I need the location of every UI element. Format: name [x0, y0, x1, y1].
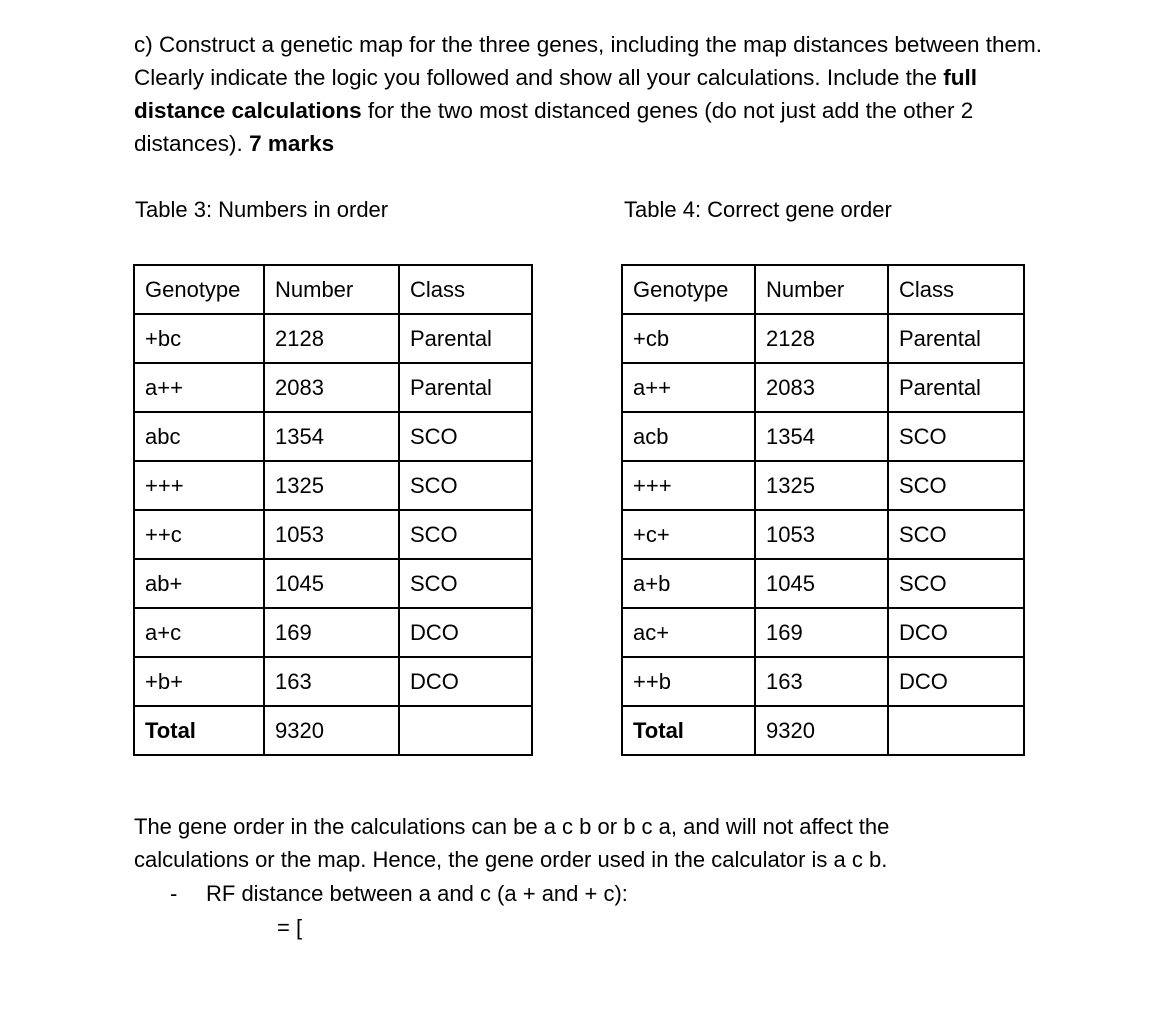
table-header-row — [134, 265, 532, 314]
table-total-row — [134, 706, 532, 755]
table-row — [134, 657, 532, 706]
cell-class: SCO — [399, 559, 532, 608]
cell-class: Parental — [399, 314, 532, 363]
cell-number: 1053 — [264, 510, 399, 559]
cell-genotype: ab+ — [134, 559, 264, 608]
cell-genotype: +c+ — [622, 510, 755, 559]
cell-number: 1354 — [264, 412, 399, 461]
header-number: Number — [264, 265, 399, 314]
cell-genotype: +bc — [134, 314, 264, 363]
table-row — [622, 461, 1024, 510]
cell-number: 1325 — [755, 461, 888, 510]
total-number: 9320 — [755, 706, 888, 755]
cell-class: DCO — [399, 657, 532, 706]
cell-number: 1053 — [755, 510, 888, 559]
question-text-part-b: for the two most distanced genes (do not just add the other 2 distances). — [134, 98, 974, 156]
table-3 — [133, 264, 533, 756]
cell-number: 169 — [755, 608, 888, 657]
table-total-row — [622, 706, 1024, 755]
table-row — [622, 412, 1024, 461]
cell-number: 1325 — [264, 461, 399, 510]
bullet-item — [170, 877, 628, 910]
table-row — [622, 657, 1024, 706]
table-row — [134, 412, 532, 461]
table-3-caption: Table 3: Numbers in order — [135, 197, 389, 222]
equation-start: = [ — [277, 915, 303, 940]
cell-number: 169 — [264, 608, 399, 657]
cell-genotype: ++b — [622, 657, 755, 706]
cell-genotype: +++ — [622, 461, 755, 510]
cell-genotype: a+b — [622, 559, 755, 608]
header-class: Class — [888, 265, 1024, 314]
question-text-part-a: c) Construct a genetic map for the three genes, including the map distances between them. Clearly indicate the logic you followed and show all your calculations. Include the — [134, 32, 1043, 90]
cell-genotype: +b+ — [134, 657, 264, 706]
table-header-row — [622, 265, 1024, 314]
header-genotype: Genotype — [134, 265, 264, 314]
cell-class: Parental — [399, 363, 532, 412]
bullet-dash: - — [170, 881, 178, 906]
cell-class: SCO — [399, 412, 532, 461]
cell-number: 1045 — [264, 559, 399, 608]
cell-class: SCO — [888, 461, 1024, 510]
cell-class: Parental — [888, 363, 1024, 412]
header-genotype: Genotype — [622, 265, 755, 314]
cell-class: SCO — [399, 461, 532, 510]
cell-class: Parental — [888, 314, 1024, 363]
paragraph-line: calculations or the map. Hence, the gene order used in the calculator is a c b. — [134, 847, 888, 872]
header-class: Class — [399, 265, 532, 314]
cell-genotype: acb — [622, 412, 755, 461]
cell-genotype: ++c — [134, 510, 264, 559]
table-row — [622, 510, 1024, 559]
total-label: Total — [134, 706, 264, 755]
table-row — [134, 363, 532, 412]
total-class — [888, 706, 1024, 755]
cell-genotype: abc — [134, 412, 264, 461]
cell-genotype: a+c — [134, 608, 264, 657]
cell-genotype: a++ — [622, 363, 755, 412]
cell-number: 1045 — [755, 559, 888, 608]
table-row — [622, 559, 1024, 608]
cell-number: 2128 — [264, 314, 399, 363]
cell-genotype: +cb — [622, 314, 755, 363]
cell-number: 2128 — [755, 314, 888, 363]
header-number: Number — [755, 265, 888, 314]
total-class — [399, 706, 532, 755]
cell-number: 163 — [755, 657, 888, 706]
bullet-text: RF distance between a and c (a + and + c): — [206, 881, 628, 906]
table-row — [134, 314, 532, 363]
cell-class: SCO — [888, 559, 1024, 608]
cell-class: SCO — [399, 510, 532, 559]
question-emphasis-full-distance: full distance calculations — [134, 65, 977, 123]
cell-genotype: ac+ — [622, 608, 755, 657]
cell-genotype: +++ — [134, 461, 264, 510]
cell-number: 1354 — [755, 412, 888, 461]
table-row — [134, 608, 532, 657]
cell-genotype: a++ — [134, 363, 264, 412]
gene-order-paragraph — [134, 810, 889, 876]
cell-class: DCO — [888, 657, 1024, 706]
question-marks: 7 marks — [249, 131, 335, 156]
question-text — [134, 28, 1074, 160]
table-row — [134, 510, 532, 559]
table-row — [622, 314, 1024, 363]
table-4-caption: Table 4: Correct gene order — [624, 197, 892, 222]
cell-class: DCO — [888, 608, 1024, 657]
table-4 — [621, 264, 1025, 756]
paragraph-line: The gene order in the calculations can be a c b or b c a, and will not affect the — [134, 814, 890, 839]
total-number: 9320 — [264, 706, 399, 755]
table-row — [622, 363, 1024, 412]
table-row — [134, 461, 532, 510]
cell-number: 163 — [264, 657, 399, 706]
total-label: Total — [622, 706, 755, 755]
table-row — [622, 608, 1024, 657]
cell-number: 2083 — [264, 363, 399, 412]
cell-class: DCO — [399, 608, 532, 657]
cell-number: 2083 — [755, 363, 888, 412]
table-row — [134, 559, 532, 608]
cell-class: SCO — [888, 412, 1024, 461]
cell-class: SCO — [888, 510, 1024, 559]
